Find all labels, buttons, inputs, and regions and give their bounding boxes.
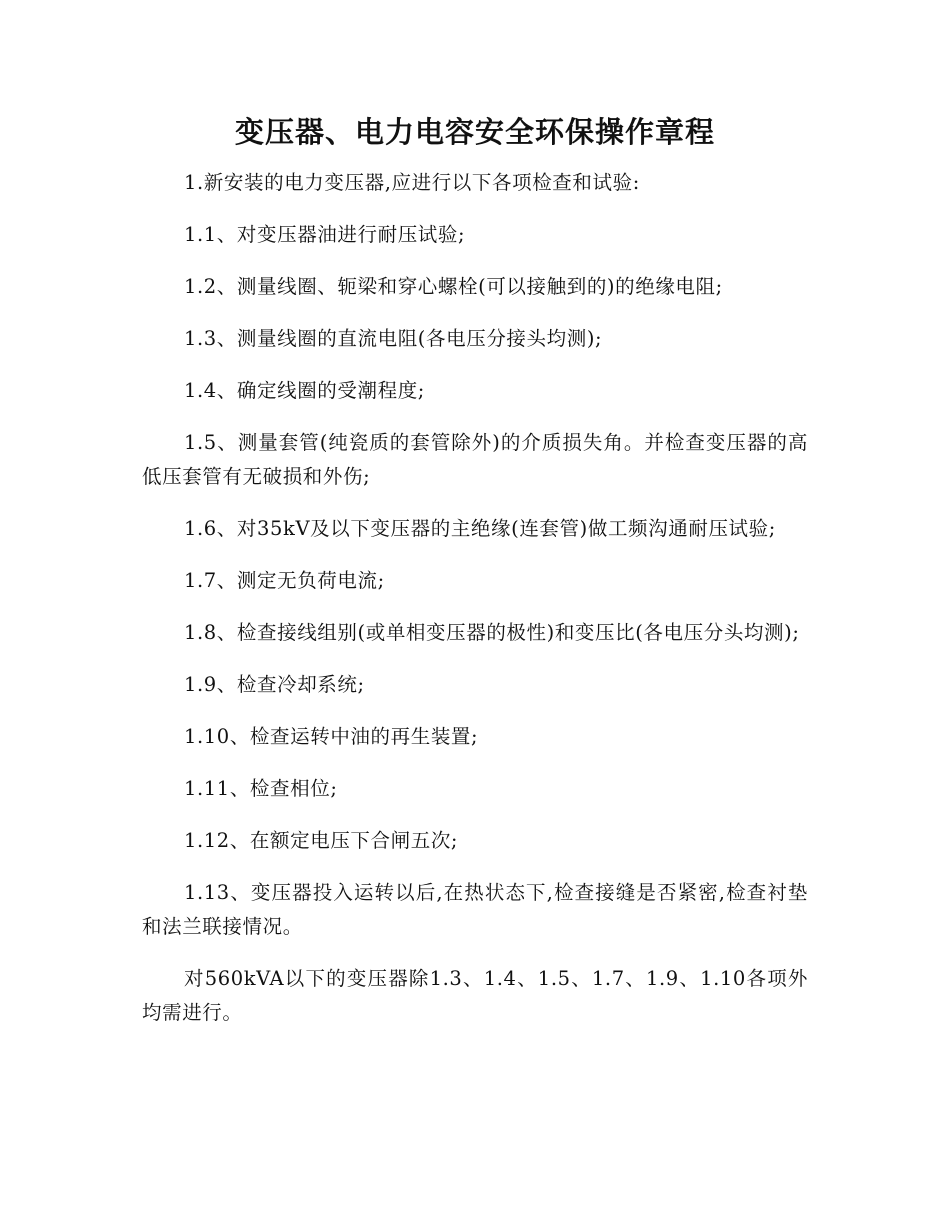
paragraph-1-7: 1.7、测定无负荷电流;	[184, 569, 385, 592]
paragraph-1-8: 1.8、检查接线组别(或单相变压器的极性)和变压比(各电压分头均测);	[184, 621, 800, 644]
paragraph-exception-note: 对560kVA以下的变压器除1.3、1.4、1.5、1.7、1.9、1.10各项外均需进行。	[142, 967, 808, 1024]
paragraph-1-9: 1.9、检查冷却系统;	[184, 673, 365, 696]
paragraph-1-3: 1.3、测量线圈的直流电阻(各电压分接头均测);	[184, 327, 603, 350]
document-body	[142, 166, 808, 1048]
paragraph-1-13: 1.13、变压器投入运转以后,在热状态下,检查接缝是否紧密,检查衬垫和法兰联接情况。	[142, 881, 808, 938]
paragraph-1-5: 1.5、测量套管(纯瓷质的套管除外)的介质损失角。并检查变压器的高低压套管有无破损和外伤;	[142, 431, 808, 488]
page-title: 变压器、电力电容安全环保操作章程	[234, 115, 715, 149]
paragraph-1-11: 1.11、检查相位;	[184, 777, 338, 800]
paragraph-1-12: 1.12、在额定电压下合闸五次;	[184, 829, 459, 852]
paragraph-1-2: 1.2、测量线圈、轭梁和穿心螺栓(可以接触到的)的绝缘电阻;	[184, 275, 723, 298]
paragraph-1-1: 1.1、对变压器油进行耐压试验;	[184, 223, 466, 246]
paragraph-1-6: 1.6、对35kV及以下变压器的主绝缘(连套管)做工频沟通耐压试验;	[184, 517, 776, 540]
paragraph-intro: 1.新安装的电力变压器,应进行以下各项检查和试验:	[184, 171, 640, 194]
paragraph-1-10: 1.10、检查运转中油的再生装置;	[184, 725, 479, 748]
paragraph-1-4: 1.4、确定线圈的受潮程度;	[184, 379, 425, 402]
